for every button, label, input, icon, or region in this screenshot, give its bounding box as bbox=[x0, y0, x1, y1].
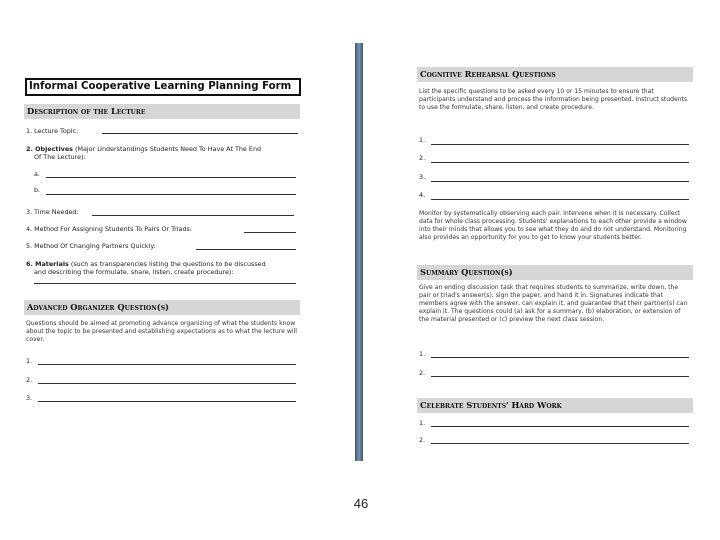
objectives-rest-1: (Major Understandings Students Need To Have At The End bbox=[72, 145, 262, 153]
objectives-strong: 2. Objectives bbox=[26, 145, 73, 153]
summary-number-2: 2. bbox=[419, 369, 426, 377]
form-title: Informal Cooperative Learning Planning Form bbox=[25, 78, 301, 96]
materials-rest-2: and describing the formulate, share, listen, create procedure): bbox=[34, 268, 234, 276]
lecture-topic-line[interactable] bbox=[102, 133, 298, 134]
celebrate-line-2[interactable] bbox=[431, 443, 689, 444]
celebrate-number-2: 2. bbox=[419, 436, 426, 444]
objective-a-line[interactable] bbox=[46, 177, 296, 178]
materials-label bbox=[26, 260, 266, 268]
summary-number-1: 1. bbox=[419, 350, 426, 358]
binding-divider bbox=[355, 43, 363, 461]
objective-b-label: b. bbox=[34, 186, 41, 194]
method-partners-line[interactable] bbox=[196, 249, 296, 250]
advance-line-3[interactable] bbox=[38, 401, 296, 402]
objective-b-line[interactable] bbox=[46, 194, 296, 195]
materials-rest-1: (such as transparencies listing the questions to be discussed bbox=[68, 260, 266, 268]
summary-paragraph: Give an ending discussion task that requires students to summarize, write down, the pair or triad's answer(s), sign the paper, and hand it in. Signatures indicate that members agree with the answer, can explain it, and guarantee that their partner(s) can explain it. The questions could (a) ask for a summary, (b) elaboration, or extension of the material presented or (c) preview the next class session. bbox=[419, 284, 688, 323]
time-needed-line[interactable] bbox=[92, 215, 294, 216]
cognitive-number-3: 3. bbox=[419, 173, 426, 181]
lecture-topic-label: 1. Lecture Topic: bbox=[26, 127, 79, 135]
advance-organizer-paragraph: Questions should be aimed at promoting advance organizing of what the students know about the topic to be presented and establishing expectations as to what the lecture will cover. bbox=[26, 320, 297, 343]
advance-number-1: 1. bbox=[26, 357, 33, 365]
advance-line-2[interactable] bbox=[38, 383, 296, 384]
description-header: Description of the Lecture bbox=[24, 104, 300, 119]
advance-number-2: 2. bbox=[26, 376, 33, 384]
cognitive-number-4: 4. bbox=[419, 191, 426, 199]
cognitive-line-1[interactable] bbox=[431, 144, 689, 145]
materials-line[interactable] bbox=[34, 283, 296, 284]
time-needed-label: 3. Time Needed: bbox=[26, 208, 79, 216]
method-pairs-label: 4. Method For Assigning Students To Pairs Or Triads: bbox=[26, 225, 193, 233]
monitor-paragraph: Monitor by systematically observing each pair. Intervene when it is necessary. Collect data for whole class processing. Students' explanations to each other provide a window into their minds that allows you to see what they do and do not understand. Monitoring also provides an opportunity for you to get to know your students better. bbox=[419, 210, 687, 241]
cognitive-number-1: 1. bbox=[419, 136, 426, 144]
cognitive-paragraph: List the specific questions to be asked every 10 or 15 minutes to ensure that participants understand and process the information being presented. Instruct students to use the formulate, share, listen, and create procedure. bbox=[419, 88, 688, 111]
objective-a-label: a. bbox=[34, 170, 40, 178]
celebrate-header: Celebrate Students' Hard Work bbox=[417, 398, 693, 413]
left-page bbox=[22, 43, 304, 461]
objectives-rest-2: Of The Lecture): bbox=[34, 153, 86, 161]
objectives-label bbox=[26, 145, 261, 153]
summary-line-1[interactable] bbox=[431, 357, 689, 358]
cognitive-rehearsal-header: Cognitive Rehearsal Questions bbox=[417, 67, 693, 82]
summary-header: Summary Question(s) bbox=[417, 265, 693, 280]
celebrate-line-1[interactable] bbox=[431, 426, 689, 427]
method-pairs-line[interactable] bbox=[244, 232, 296, 233]
method-partners-label: 5. Method Of Changing Partners Quickly: bbox=[26, 242, 156, 250]
advance-line-1[interactable] bbox=[38, 364, 296, 365]
summary-line-2[interactable] bbox=[431, 376, 689, 377]
cognitive-number-2: 2. bbox=[419, 154, 426, 162]
cognitive-line-4[interactable] bbox=[431, 199, 689, 200]
page-number: 46 bbox=[353, 496, 369, 511]
celebrate-number-1: 1. bbox=[419, 419, 426, 427]
advance-organizer-header: Advanced Organizer Question(s) bbox=[24, 300, 300, 315]
cognitive-line-3[interactable] bbox=[431, 181, 689, 182]
cognitive-line-2[interactable] bbox=[431, 162, 689, 163]
materials-strong: 6. Materials bbox=[26, 260, 69, 268]
advance-number-3: 3. bbox=[26, 394, 33, 402]
right-page bbox=[413, 43, 697, 461]
